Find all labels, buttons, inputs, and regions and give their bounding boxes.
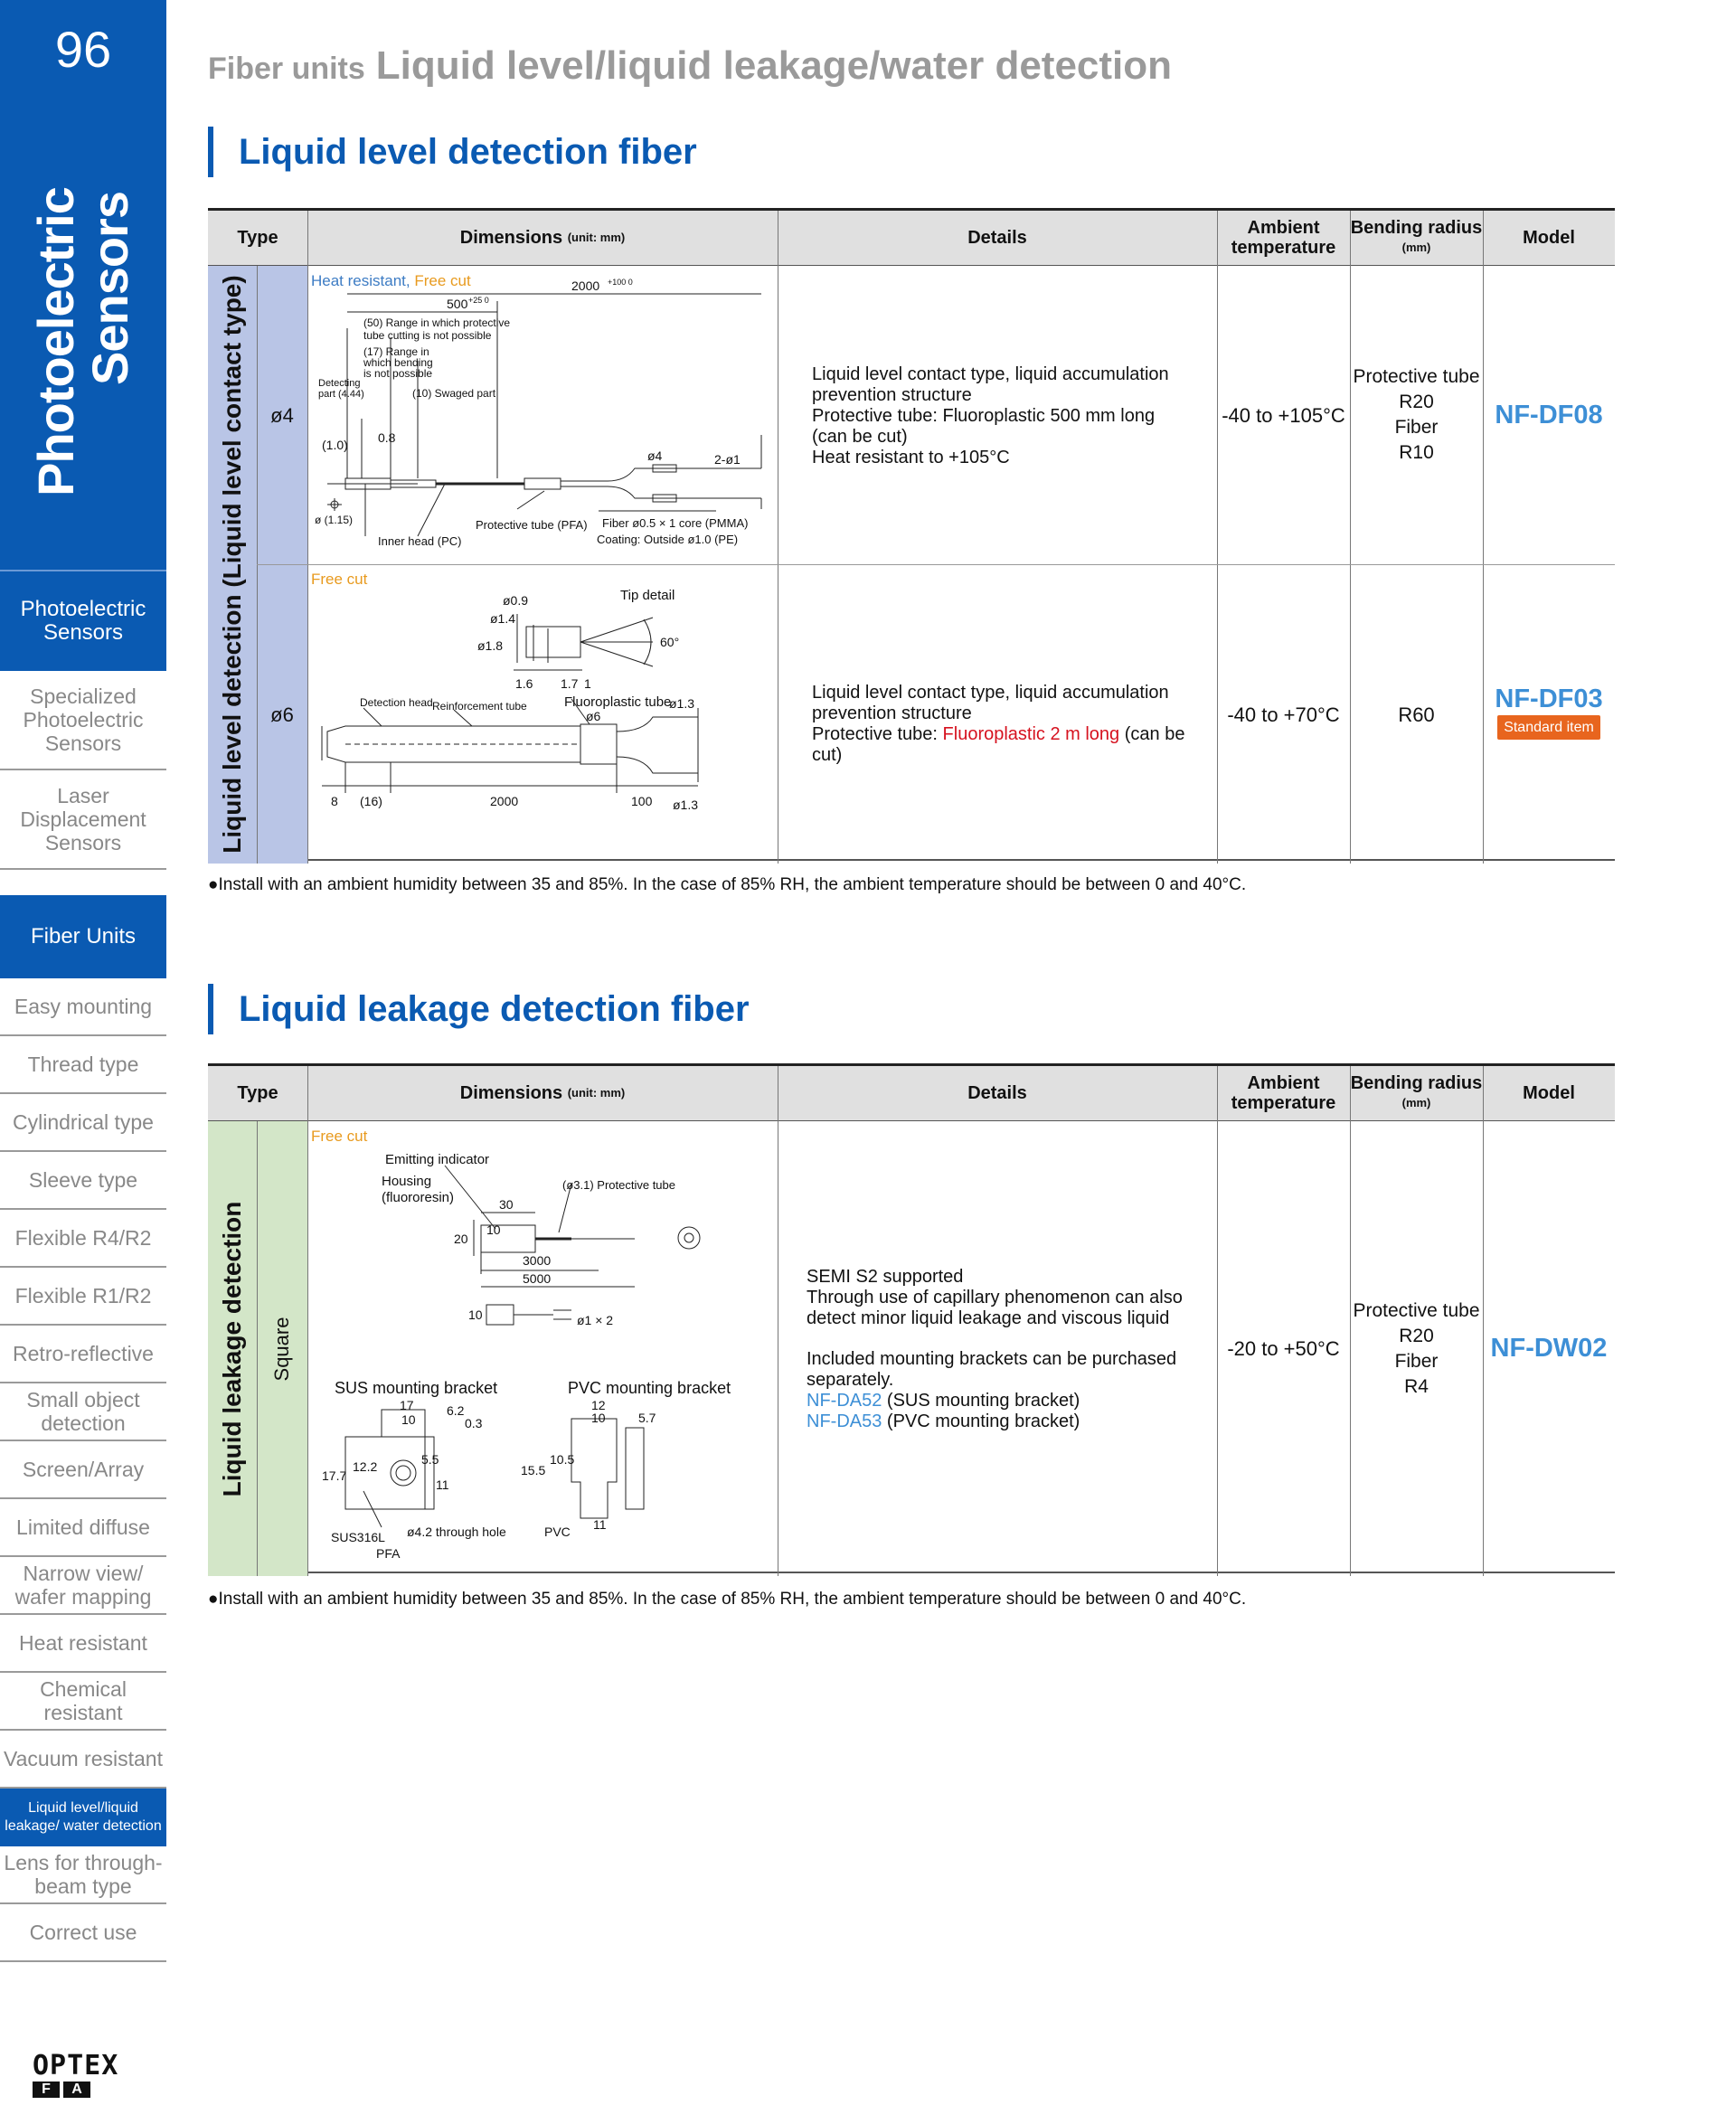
sidebar-item-narrow-view[interactable]: Narrow view/ wafer mapping	[0, 1557, 166, 1615]
sidebar-title-line2: Sensors	[81, 192, 138, 385]
df03-dimension-diagram	[309, 572, 776, 862]
section1-note: ●Install with an ambient humidity between 35 and 85%. In the case of 85% RH, the ambient temperature should be between 0 and 40°C.	[208, 875, 1247, 894]
df03-d17: 1.7	[561, 676, 579, 691]
df08-dimension-diagram	[309, 274, 776, 563]
logo-letter-f: F	[33, 2082, 60, 2098]
dimensions-label: Dimensions	[459, 228, 563, 248]
sidebar-item-specialized[interactable]: Specialized Photoelectric Sensors	[0, 671, 166, 770]
df03-angle: 60°	[660, 635, 680, 649]
table2-header-ambient	[1217, 1066, 1350, 1120]
bending-line: Fiber	[1394, 1350, 1439, 1372]
dw02-temperature: -20 to +50°C	[1227, 1337, 1340, 1360]
df03-d18: ø1.8	[477, 638, 504, 653]
df08-d115: ø (1.15)	[315, 514, 354, 526]
pvc-105: 10.5	[550, 1452, 575, 1467]
dw02-details	[807, 1267, 1204, 1432]
row1-detail-line: (can be cut)	[812, 427, 908, 447]
sidebar-item-lens-through-beam[interactable]: Lens for through-beam type	[0, 1846, 166, 1904]
df03-drawing	[309, 572, 776, 862]
sus-bracket-title: SUS mounting bracket	[335, 1379, 498, 1397]
dw02-detail-line: SEMI S2 supported	[807, 1267, 964, 1287]
dw02-l30: 30	[499, 1197, 514, 1212]
row1-detail-line: prevention structure	[812, 385, 972, 405]
table1-header-dimensions	[307, 211, 778, 265]
df03-d16: 1.6	[515, 676, 533, 691]
df03-dhead: Detection head	[360, 696, 433, 709]
row2-tag-free-cut: Free cut	[311, 571, 368, 588]
df08-d21: 2-ø1	[714, 452, 741, 467]
df08-swaged: (10) Swaged part	[412, 387, 496, 400]
df08-t500: +25 0	[468, 296, 489, 305]
row1-details	[812, 364, 1192, 468]
df08-l500: 500	[447, 297, 468, 311]
dw02-emit: Emitting indicator	[385, 1152, 490, 1167]
df08-detect-a: Detecting	[318, 378, 361, 389]
df08-inner: Inner head (PC)	[378, 534, 462, 548]
df08-d4: ø4	[647, 448, 663, 463]
sidebar-item-fiber-units[interactable]: Fiber Units	[0, 895, 166, 978]
logo-letter-a: A	[63, 2082, 90, 2098]
sus-03: 0.3	[465, 1416, 483, 1430]
row2-model-cell	[1483, 565, 1615, 864]
sus-62: 6.2	[447, 1403, 465, 1418]
bracket-pvc-line	[807, 1411, 1204, 1432]
table2-header-bending	[1350, 1066, 1483, 1120]
df08-d10: (1.0)	[322, 438, 348, 452]
dw02-housing: Housing	[382, 1174, 432, 1189]
sus-material: SUS316L	[331, 1530, 385, 1544]
dw02-detail-line: Through use of capillary phenomenon can also	[807, 1288, 1183, 1307]
bending-line: R20	[1399, 1325, 1434, 1346]
row1-temperature: -40 to +105°C	[1222, 403, 1345, 427]
sidebar-title-line1: Photoelectric	[27, 187, 84, 496]
row2-bending: R60	[1398, 703, 1435, 726]
sidebar-item-easy-mounting[interactable]: Easy mounting	[0, 978, 166, 1036]
section2-title: Liquid leakage detection fiber	[208, 984, 750, 1034]
table2-header-type: Type	[237, 1083, 278, 1103]
dimensions-label: Dimensions	[459, 1083, 563, 1103]
df03-fluoro: Fluoroplastic tube	[564, 694, 672, 710]
table2-header-dimensions	[307, 1066, 778, 1120]
header-title: Liquid level/liquid leakage/water detection	[375, 43, 1173, 88]
df08-range17b: which bending	[363, 356, 433, 369]
sidebar-item-screen-array[interactable]: Screen/Array	[0, 1441, 166, 1499]
header-subtitle: Fiber units	[208, 52, 365, 86]
sidebar-item-small-object[interactable]: Small object detection	[0, 1383, 166, 1441]
row1-detail-line: Liquid level contact type, liquid accumulation	[812, 364, 1169, 384]
dw02-tag-free-cut: Free cut	[311, 1128, 368, 1145]
df08-range17c: is not possible	[363, 367, 433, 380]
ambient-line1: Ambient	[1247, 218, 1320, 238]
df03-l8: 8	[331, 794, 338, 808]
df08-range17a: (17) Range in	[363, 345, 429, 358]
df08-range50b: tube cutting is not possible	[363, 329, 492, 342]
pvc-bracket-title: PVC mounting bracket	[568, 1379, 731, 1397]
bending-line: Fiber	[1394, 417, 1439, 438]
dw02-l10: 10	[486, 1222, 501, 1237]
sidebar-item-thread-type[interactable]: Thread type	[0, 1036, 166, 1094]
bending-line2: (mm)	[1401, 241, 1431, 254]
sidebar-item-retro-reflective[interactable]: Retro-reflective	[0, 1326, 166, 1383]
sidebar-item-laser-displacement[interactable]: Laser Displacement Sensors	[0, 770, 166, 870]
row1-size: ø4	[270, 403, 294, 427]
df08-coating: Coating: Outside ø1.0 (PE)	[597, 533, 739, 546]
logo-fa	[33, 2082, 134, 2098]
row2-details	[812, 683, 1210, 766]
page-header	[208, 43, 1172, 89]
dw02-detail-line: separately.	[807, 1370, 894, 1390]
df03-l100: 100	[631, 794, 653, 808]
dw02-l10b: 10	[468, 1307, 483, 1322]
link-nf-da52[interactable]: NF-DA52	[807, 1391, 882, 1411]
table2-vline	[307, 1066, 308, 1576]
tube-label: Protective tube:	[812, 724, 943, 744]
pvc-material: PVC	[544, 1525, 571, 1539]
bending-line1: Bending radius	[1350, 218, 1483, 238]
liquid-leakage-table	[208, 1063, 1615, 1573]
section1-title: Liquid level detection fiber	[208, 127, 697, 177]
df08-l2000: 2000	[571, 278, 600, 293]
sidebar-item-cylindrical-type[interactable]: Cylindrical type	[0, 1094, 166, 1152]
page-number: 96	[54, 21, 112, 78]
ambient-line2: temperature	[1231, 238, 1336, 258]
bending-line: Protective tube	[1353, 1299, 1480, 1321]
df03-d13a: ø1.3	[669, 696, 695, 711]
sus-10: 10	[401, 1412, 416, 1427]
table1-header-type: Type	[237, 228, 278, 248]
row1-bending	[1350, 266, 1483, 564]
sus-55: 5.5	[421, 1452, 439, 1467]
dw02-fluororesin: (fluororesin)	[382, 1190, 455, 1205]
model-nf-dw02[interactable]: NF-DW02	[1490, 1334, 1608, 1363]
tag-free-cut: Free cut	[414, 272, 471, 289]
df03-l2000: 2000	[490, 794, 519, 808]
sus-122: 12.2	[353, 1459, 378, 1474]
bracket-sus-line	[807, 1391, 1204, 1411]
df03-d14: ø1.4	[490, 611, 516, 626]
dw02-ptube: (ø3.1) Protective tube	[562, 1178, 675, 1192]
df08-fiber: Fiber ø0.5 × 1 core (PMMA)	[602, 516, 749, 530]
section1-type-column	[208, 266, 257, 864]
dw02-d1x2: ø1 × 2	[577, 1313, 614, 1327]
pvc-12: 12	[591, 1398, 606, 1412]
sidebar-item-photoelectric-sensors[interactable]: Photoelectric Sensors	[20, 597, 146, 645]
df03-d1: 1	[584, 676, 591, 691]
sidebar-item-liquid-level[interactable]: Liquid level/liquid leakage/ water detection	[0, 1789, 166, 1846]
dw02-dimension-diagram	[309, 1138, 776, 1576]
pvc-57: 5.7	[638, 1411, 656, 1425]
dw02-l5000: 5000	[523, 1271, 552, 1286]
pvc-10: 10	[591, 1411, 606, 1425]
df08-drawing	[309, 274, 776, 563]
dw02-l20: 20	[454, 1232, 468, 1246]
sus-pfa: PFA	[376, 1546, 401, 1561]
logo-wordmark: OPTEX	[33, 2050, 119, 2082]
optex-logo	[33, 2050, 134, 2098]
dw02-detail-line: Included mounting brackets can be purchased	[807, 1349, 1177, 1369]
model-nf-df03[interactable]: NF-DF03	[1495, 684, 1603, 713]
df03-d13b: ø1.3	[673, 798, 699, 812]
df08-detect-b: part (4.44)	[318, 389, 364, 400]
table1-header-details: Details	[967, 228, 1027, 248]
sidebar-item-heat-resistant[interactable]: Heat resistant	[0, 1615, 166, 1673]
dimensions-unit: (unit: mm)	[567, 231, 626, 244]
dw02-detail-line: detect minor liquid leakage and viscous liquid	[807, 1308, 1170, 1328]
table2-header-model: Model	[1523, 1083, 1575, 1103]
df08-ptube: Protective tube (PFA)	[476, 518, 588, 532]
ambient-line1: Ambient	[1247, 1073, 1320, 1093]
sidebar	[0, 0, 166, 1971]
row1-detail-line: Protective tube: Fluoroplastic 500 mm long	[812, 406, 1156, 426]
row2-detail-line: prevention structure	[812, 703, 972, 723]
df03-d6: ø6	[586, 709, 601, 723]
liquid-level-table	[208, 208, 1615, 861]
section2-sub-column	[257, 1121, 307, 1576]
standard-item-badge: Standard item	[1497, 715, 1600, 740]
section2-type-label: Liquid leakage detection	[218, 1201, 246, 1497]
sidebar-item-flexible-r4r2[interactable]: Flexible R4/R2	[0, 1210, 166, 1268]
table1-header-model: Model	[1523, 228, 1575, 248]
bending-line: Protective tube	[1353, 366, 1480, 387]
section2-sub-label: Square	[270, 1317, 293, 1382]
sus-17: 17	[400, 1398, 414, 1412]
table2-header-details: Details	[967, 1083, 1027, 1103]
row2-size: ø6	[270, 703, 294, 726]
bending-line2: (mm)	[1401, 1096, 1431, 1109]
section2-type-column	[208, 1121, 257, 1576]
df08-range50a: (50) Range in which protective	[363, 316, 511, 329]
df03-reinf: Reinforcement tube	[432, 700, 527, 713]
dw02-drawing	[309, 1138, 776, 1576]
table1-header-ambient	[1217, 211, 1350, 265]
tag-heat-resistant: Heat resistant,	[311, 272, 410, 289]
sidebar-item-chemical-resistant[interactable]: Chemical resistant	[0, 1673, 166, 1731]
tube-length-highlight: Fluoroplastic 2 m long	[942, 724, 1120, 744]
section1-type-label: Liquid level detection (Liquid level contact type)	[218, 275, 246, 854]
ambient-line2: temperature	[1231, 1093, 1336, 1113]
pvc-11: 11	[593, 1517, 607, 1532]
nf-da52-note: (SUS mounting bracket)	[882, 1391, 1080, 1411]
sidebar-item-sleeve-type[interactable]: Sleeve type	[0, 1152, 166, 1210]
sidebar-item-flexible-r1r2[interactable]: Flexible R1/R2	[0, 1268, 166, 1326]
sidebar-item-correct-use[interactable]: Correct use	[0, 1904, 166, 1962]
sus-hole: ø4.2 through hole	[407, 1525, 506, 1539]
df08-d08: 0.8	[378, 430, 396, 445]
bending-line: R4	[1404, 1375, 1429, 1397]
row2-detail-tube	[812, 724, 1210, 766]
sidebar-item-limited-diffuse[interactable]: Limited diffuse	[0, 1499, 166, 1557]
nf-da53-note: (PVC mounting bracket)	[882, 1411, 1080, 1431]
dw02-l3000: 3000	[523, 1253, 552, 1268]
model-nf-df08[interactable]: NF-DF08	[1495, 400, 1603, 430]
df03-tip: Tip detail	[620, 588, 675, 603]
section2-note: ●Install with an ambient humidity between 35 and 85%. In the case of 85% RH, the ambient temperature should be between 0 and 40°C.	[208, 1590, 1247, 1609]
table1-vline	[307, 211, 308, 864]
sidebar-item-vacuum-resistant[interactable]: Vacuum resistant	[0, 1731, 166, 1789]
bending-line: R10	[1399, 442, 1434, 463]
sus-177: 17.7	[322, 1468, 347, 1483]
df03-l16: (16)	[360, 794, 382, 808]
row2-detail-line: Liquid level contact type, liquid accumulation	[812, 683, 1169, 703]
dimensions-unit: (unit: mm)	[567, 1086, 626, 1100]
link-nf-da53[interactable]: NF-DA53	[807, 1411, 882, 1431]
sus-11: 11	[436, 1477, 449, 1492]
bending-line: R20	[1399, 392, 1434, 412]
df03-d09: ø0.9	[503, 593, 529, 608]
row1-detail-line: Heat resistant to +105°C	[812, 448, 1010, 467]
table1-header-bending	[1350, 211, 1483, 265]
tube-note: (can be cut)	[812, 724, 1185, 765]
row2-temperature: -40 to +70°C	[1227, 703, 1340, 726]
pvc-155: 15.5	[521, 1463, 546, 1477]
table2-vline	[257, 1121, 258, 1576]
dw02-bending	[1350, 1121, 1483, 1576]
bending-line1: Bending radius	[1350, 1073, 1483, 1093]
df08-t2000: +100 0	[608, 278, 633, 287]
